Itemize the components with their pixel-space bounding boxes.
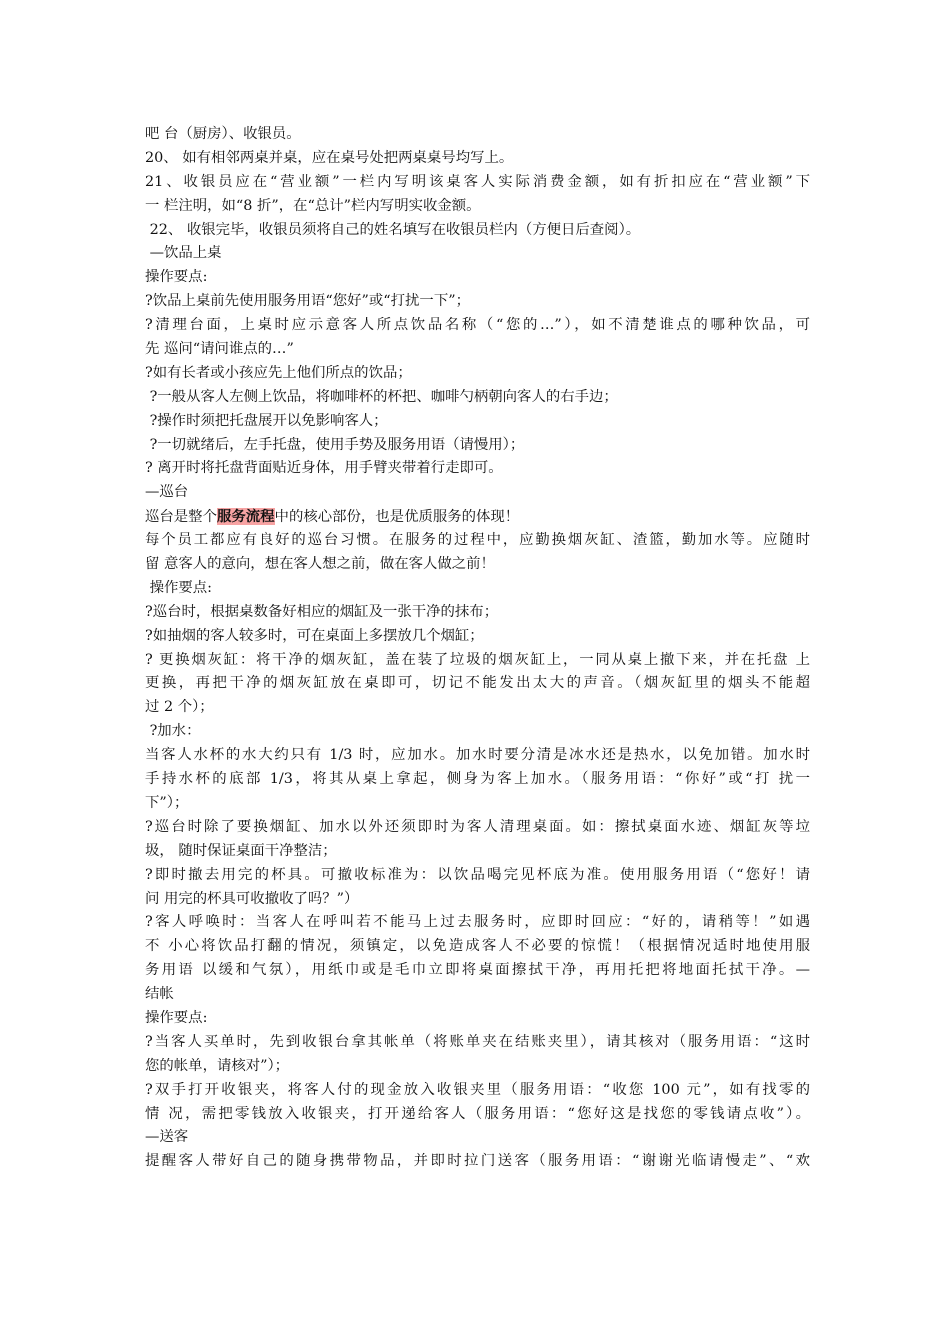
text-line: ?一般从客人左侧上饮品，将咖啡杯的杯把、咖啡勺柄朝向客人的右手边； [145,388,618,405]
text-line: 先 巡问“请问谁点的…” [145,341,294,358]
text-line: 操作要点: [145,1009,208,1026]
text-line: 提醒客人带好自己的随身携带物品，并即时拉门送客（服务用语：“谢谢光临请慢走”、“欢 [145,1153,810,1170]
text-line: 不 小心将饮品打翻的情况，须镇定，以免造成客人不必要的惊慌！（根据情况适时地使用服 [145,938,810,955]
text-line: ?操作时须把托盘展开以免影响客人； [145,412,388,429]
text-line: 问 用完的杯具可收撤收了吗？”） [145,890,359,907]
text-line: ? 离开时将托盘背面贴近身体，用手臂夹带着行走即可。 [145,460,503,477]
text-line: —巡台 [145,484,189,501]
text-line: ?巡台时除了要换烟缸、加水以外还须即时为客人清理桌面。如：擦拭桌面水迹、烟缸灰等垃 [145,818,810,835]
text-line: 当客人水杯的水大约只有 1/3 时，应加水。加水时要分清是冰水还是热水，以免加错。加水时 [145,747,810,764]
document-page [145,123,810,1174]
text-line: ?饮品上桌前先使用服务用语“您好”或“打扰一下”； [145,293,470,310]
text-line: 您的帐单，请核对”）； [145,1057,290,1074]
text-line: ?如抽烟的客人较多时，可在桌面上多摆放几个烟缸； [145,627,484,644]
text-line: 留 意客人的意向，想在客人想之前，做在客人做之前！ [145,556,495,573]
text-line: 一 栏注明，如“8 折”，在“总计”栏内写明实收金额。 [145,197,481,214]
text-line: 吧 台（厨房）、收银员。 [145,126,301,142]
text-line: 操作要点: [145,579,212,596]
text-line: 下”）； [145,794,189,811]
text-line [145,505,810,529]
highlighted-link-text[interactable]: 服务流程 [216,508,275,526]
text-line: ?如有长者或小孩应先上他们所点的饮品； [145,364,412,381]
text-line: ?清理台面，上桌时应示意客人所点饮品名称（“您的…”），如不清楚谁点的哪种饮品，可 [145,317,810,334]
text-segment: 中的核心部份，也是优质服务的体现！ [274,509,520,526]
text-line: ?即时撤去用完的杯具。可撤收标准为：以饮品喝完见杯底为准。使用服务用语（“您好！请 [145,866,810,883]
text-line: 更换，再把干净的烟灰缸放在桌即可，切记不能发出太大的声音。（烟灰缸里的烟头不能超 [145,675,810,692]
text-line: 操作要点: [145,269,208,286]
text-line: ?双手打开收银夹，将客人付的现金放入收银夹里（服务用语：“收您 100 元”，如有找零的 [145,1081,810,1098]
text-line: 务用语 以缓和气氛），用纸巾或是毛巾立即将桌面擦拭干净，再用托把将地面托拭干净。— [145,962,810,979]
text-line: 情 况，需把零钱放入收银夹，打开递给客人（服务用语：“您好这是找您的零钱请点收”）。 [145,1105,810,1122]
text-line: ?加水： [145,723,201,740]
text-line: —送客 [145,1129,189,1146]
text-line: ?巡台时，根据桌数备好相应的烟缸及一张干净的抹布； [145,603,499,620]
text-line: ? 更换烟灰缸：将干净的烟灰缸，盖在装了垃圾的烟灰缸上，一同从桌上撤下来，并在托盘 上 [145,651,810,668]
text-line: ?当客人买单时，先到收银台拿其帐单（将账单夹在结账夹里），请其核对（服务用语：“这时 [145,1033,810,1050]
text-line: —饮品上桌 [145,245,222,262]
text-line: 结帐 [145,986,174,1003]
text-line: 21、收银员应在“营业额”一栏内写明该桌客人实际消费金额，如有折扣应在“营业额”下 [145,173,810,190]
text-line: 20、 如有相邻两桌并桌，应在桌号处把两桌桌号均写上。 [145,149,514,166]
text-line: 手持水杯的底部 1/3，将其从桌上拿起，侧身为客上加水。（服务用语：“你好”或“打 扰一 [145,771,810,788]
text-line: ?客人呼唤时：当客人在呼叫若不能马上过去服务时，应即时回应：“好的，请稍等！”如遇 [145,914,810,931]
text-line: 圾， 随时保证桌面干净整洁； [145,842,337,859]
text-segment: 巡台是整个 [145,509,217,526]
text-line: 过 2 个）； [145,699,214,716]
text-line: 每个员工都应有良好的巡台习惯。在服务的过程中，应勤换烟灰缸、渣篮，勤加水等。应随时 [145,532,810,549]
text-line: 22、 收银完毕，收银员须将自己的姓名填写在收银员栏内（方便日后查阅）。 [145,221,641,238]
text-line: ?一切就绪后，左手托盘，使用手势及服务用语（请慢用）； [145,436,525,453]
